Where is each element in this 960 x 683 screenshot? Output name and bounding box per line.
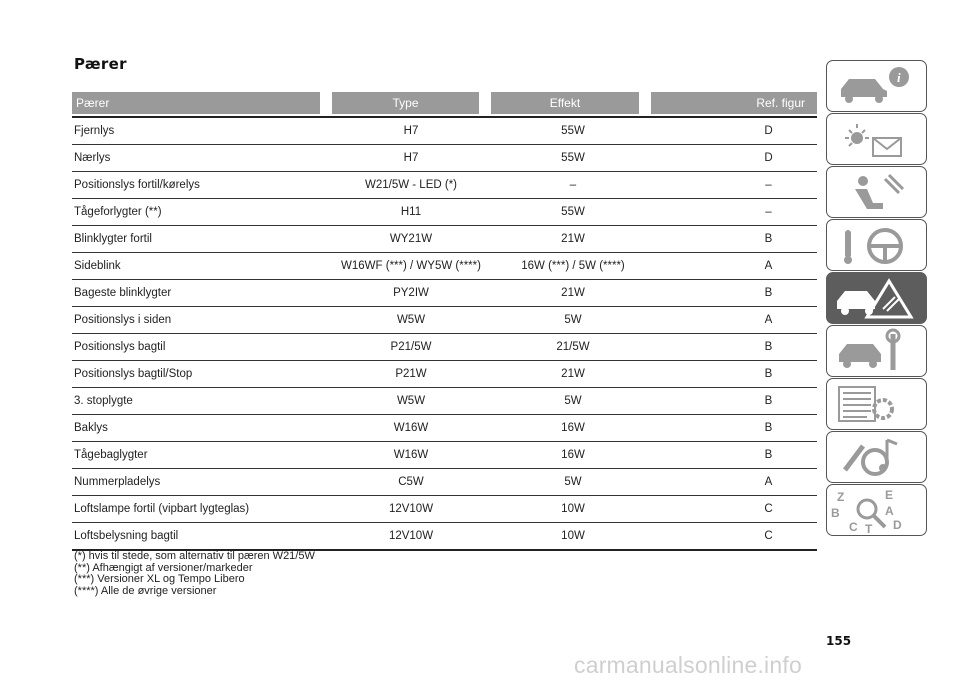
cell-type: 12V10W bbox=[388, 530, 434, 542]
cell-type: W5W bbox=[396, 395, 426, 407]
table-row bbox=[72, 226, 817, 253]
cell-bulb: Baklys bbox=[74, 422, 108, 434]
cell-type: PY2IW bbox=[393, 287, 429, 299]
cell-bulb: Positionslys bagtil bbox=[74, 341, 166, 353]
table-row bbox=[72, 334, 817, 361]
cell-ref-figure: B bbox=[764, 368, 773, 380]
table-header bbox=[72, 92, 817, 114]
cell-type: P21W bbox=[395, 368, 427, 380]
cell-effect: 16W bbox=[561, 449, 585, 461]
music-note-icon bbox=[827, 432, 928, 484]
index-letter-t: T bbox=[865, 522, 873, 536]
table-row bbox=[72, 388, 817, 415]
airbag-seat-icon bbox=[827, 167, 928, 219]
cell-effect: 21W bbox=[561, 368, 585, 380]
cell-effect: 16W bbox=[561, 422, 585, 434]
sidebar-tab-safety[interactable] bbox=[826, 166, 927, 218]
cell-ref-figure: C bbox=[764, 503, 773, 515]
table-row bbox=[72, 469, 817, 496]
cell-ref-figure: A bbox=[764, 314, 773, 326]
cell-ref-figure: – bbox=[765, 179, 772, 191]
table-row bbox=[72, 145, 817, 172]
cell-effect: 21W bbox=[561, 287, 585, 299]
cell-type: H7 bbox=[403, 152, 419, 164]
cell-bulb: 3. stoplygte bbox=[74, 395, 133, 407]
cell-ref-figure: B bbox=[764, 422, 773, 434]
cell-effect: – bbox=[569, 179, 577, 191]
cell-effect: 21/5W bbox=[556, 341, 590, 353]
cell-ref-figure: B bbox=[764, 233, 773, 245]
page-number: 155 bbox=[826, 634, 852, 648]
cell-type: H7 bbox=[403, 125, 419, 137]
cell-type: W16W bbox=[393, 422, 429, 434]
table-row bbox=[72, 523, 817, 551]
cell-type: 12V10W bbox=[388, 503, 434, 515]
cell-effect: 5W bbox=[564, 476, 582, 488]
bulb-table bbox=[72, 92, 817, 551]
cell-ref-figure: – bbox=[765, 206, 772, 218]
footnote: (***) Versioner XL og Tempo Libero bbox=[74, 573, 245, 585]
cell-effect: 10W bbox=[561, 503, 585, 515]
sidebar-tab-maintenance[interactable] bbox=[826, 325, 927, 377]
table-row bbox=[72, 280, 817, 307]
sidebar-tab-driving[interactable] bbox=[826, 219, 927, 271]
svg-text:i: i bbox=[897, 70, 901, 85]
cell-type: W16W bbox=[393, 449, 429, 461]
cell-bulb: Nærlys bbox=[74, 152, 111, 164]
cell-bulb: Tågeforlygter (**) bbox=[74, 206, 162, 218]
cell-bulb: Blinklygter fortil bbox=[74, 233, 152, 245]
cell-bulb: Positionslys fortil/kørelys bbox=[74, 179, 200, 191]
cell-bulb: Loftsbelysning bagtil bbox=[74, 530, 179, 542]
alphabet-index-icon bbox=[827, 485, 928, 537]
car-info-icon bbox=[827, 61, 928, 113]
index-letter-a: A bbox=[885, 504, 894, 518]
cell-effect: 55W bbox=[561, 206, 585, 218]
cell-effect: 5W bbox=[564, 395, 582, 407]
cell-type: WY21W bbox=[389, 233, 433, 245]
sidebar-tab-lights[interactable] bbox=[826, 113, 927, 165]
index-letter-e: E bbox=[885, 488, 894, 502]
footnote: (**) Afhængigt af versioner/markeder bbox=[74, 561, 253, 574]
table-row bbox=[72, 361, 817, 388]
table-row bbox=[72, 253, 817, 280]
header-bulbs: Pærer bbox=[72, 92, 320, 114]
index-letter-b: B bbox=[831, 506, 840, 520]
cell-bulb: Bageste blinklygter bbox=[74, 287, 172, 299]
cell-ref-figure: C bbox=[764, 530, 773, 542]
cell-bulb: Sideblink bbox=[74, 260, 121, 272]
table-body bbox=[72, 116, 817, 551]
cell-type: W16WF (***) / WY5W (****) bbox=[341, 260, 481, 272]
table-row bbox=[72, 172, 817, 199]
cell-effect: 5W bbox=[564, 314, 582, 326]
car-wrench-icon bbox=[827, 326, 928, 378]
index-letter-d: D bbox=[893, 518, 902, 532]
cell-bulb: Fjernlys bbox=[74, 125, 115, 137]
cell-ref-figure: D bbox=[764, 125, 773, 137]
index-letter-z: Z bbox=[837, 490, 845, 504]
chapter-sidebar bbox=[826, 60, 927, 537]
cell-effect: 55W bbox=[561, 125, 585, 137]
cell-ref-figure: B bbox=[764, 341, 773, 353]
specs-gear-icon bbox=[827, 379, 928, 431]
cell-ref-figure: A bbox=[764, 260, 773, 272]
steering-wheel-icon bbox=[827, 220, 928, 272]
cell-ref-figure: B bbox=[764, 449, 773, 461]
cell-effect: 55W bbox=[561, 152, 585, 164]
footnote: (****) Alle de øvrige versioner bbox=[74, 584, 217, 597]
sidebar-tab-multimedia[interactable] bbox=[826, 431, 927, 483]
header-ref-figure: Ref. figur bbox=[651, 92, 817, 114]
footnote: (*) hvis til stede, som alternativ til pæren W21/5W bbox=[74, 550, 315, 562]
cell-bulb: Tågebaglygter bbox=[74, 449, 148, 461]
table-row bbox=[72, 496, 817, 523]
table-row bbox=[72, 199, 817, 226]
header-type: Type bbox=[332, 92, 479, 114]
sidebar-tab-car-info[interactable] bbox=[826, 60, 927, 112]
cell-effect: 16W (***) / 5W (****) bbox=[521, 260, 625, 272]
warning-lights-icon bbox=[827, 114, 928, 166]
cell-ref-figure: B bbox=[764, 395, 773, 407]
table-row bbox=[72, 118, 817, 145]
table-row bbox=[72, 307, 817, 334]
watermark: carmanualsonline.info bbox=[574, 652, 802, 678]
cell-ref-figure: D bbox=[764, 152, 773, 164]
table-row bbox=[72, 415, 817, 442]
cell-ref-figure: B bbox=[764, 287, 773, 299]
cell-bulb: Nummerpladelys bbox=[74, 476, 161, 488]
emergency-warning-icon bbox=[827, 273, 928, 325]
sidebar-tab-technical-data[interactable] bbox=[826, 378, 927, 430]
cell-bulb: Positionslys bagtil/Stop bbox=[74, 368, 193, 380]
cell-ref-figure: A bbox=[764, 476, 773, 488]
index-letter-c: C bbox=[849, 520, 858, 534]
cell-type: H11 bbox=[400, 206, 422, 218]
sidebar-tab-index[interactable] bbox=[826, 484, 927, 536]
cell-bulb: Positionslys i siden bbox=[74, 314, 172, 326]
footnotes bbox=[74, 551, 315, 597]
header-effect: Effekt bbox=[491, 92, 638, 114]
sidebar-tab-emergency[interactable] bbox=[826, 272, 927, 324]
table-row bbox=[72, 442, 817, 469]
cell-bulb: Loftslampe fortil (vipbart lygteglas) bbox=[74, 503, 250, 515]
cell-type: C5W bbox=[398, 476, 424, 488]
page-title: Pærer bbox=[74, 55, 127, 73]
cell-effect: 10W bbox=[561, 530, 585, 542]
cell-effect: 21W bbox=[561, 233, 585, 245]
cell-type: P21/5W bbox=[390, 341, 432, 353]
cell-type: W5W bbox=[396, 314, 426, 326]
cell-type: W21/5W - LED (*) bbox=[364, 179, 457, 191]
